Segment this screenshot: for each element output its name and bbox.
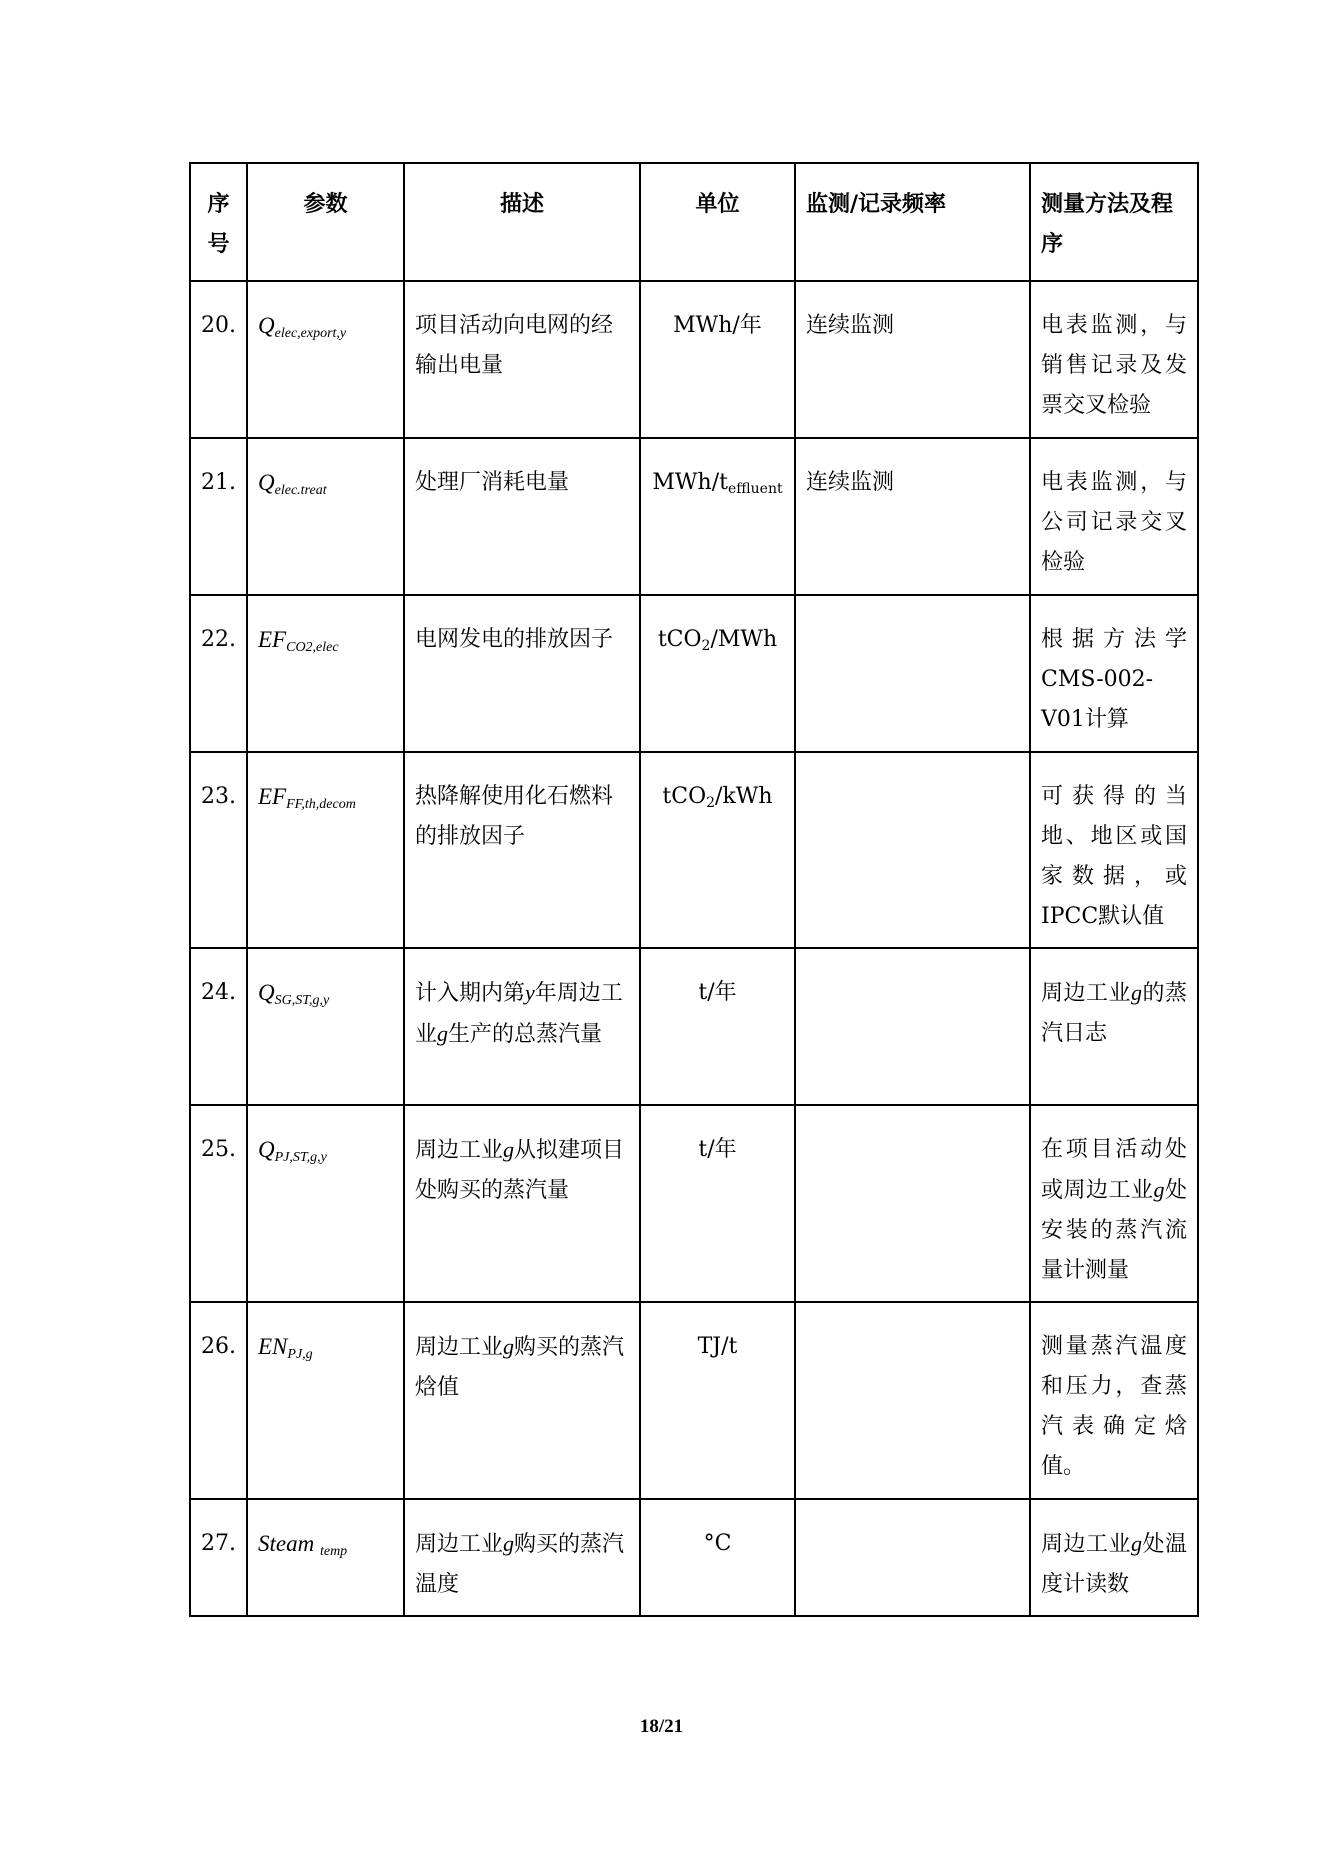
table-row [190, 752, 1198, 948]
row-number: 24. [190, 948, 247, 1105]
measurement-method: 电表监测，与公司记录交叉检验 [1030, 438, 1198, 595]
param-unit: MWh/$t_{effluent}$ [640, 438, 795, 595]
row-number: 21. [190, 438, 247, 595]
param-unit: tCO$_2$/MWh [640, 595, 795, 752]
param-description: 电网发电的排放因子 [404, 595, 640, 752]
monitor-frequency: 连续监测 [795, 281, 1030, 438]
param-symbol: $EF_{CO2,elec}$ [247, 595, 404, 752]
table-row [190, 1499, 1198, 1616]
param-unit: t/年 [640, 1105, 795, 1302]
param-symbol: $Q_{elec,export,y}$ [247, 281, 404, 438]
header-desc: 描述 [404, 163, 640, 281]
param-symbol: Steam $_{temp}$ [247, 1499, 404, 1616]
param-description: 热降解使用化石燃料的排放因子 [404, 752, 640, 948]
parameter-table [189, 162, 1199, 1617]
param-unit: t/年 [640, 948, 795, 1105]
monitor-frequency [795, 1105, 1030, 1302]
measurement-method: 根据方法学CMS-002-V01计算 [1030, 595, 1198, 752]
param-description: 周边工业g购买的蒸汽焓值 [404, 1302, 640, 1499]
table-row [190, 595, 1198, 752]
header-freq: 监测/记录频率 [795, 163, 1030, 281]
table-row [190, 281, 1198, 438]
param-description: 项目活动向电网的经输出电量 [404, 281, 640, 438]
param-unit: °C [640, 1499, 795, 1616]
table-row [190, 1105, 1198, 1302]
param-unit: MWh/年 [640, 281, 795, 438]
measurement-method: 在项目活动处或周边工业g处安装的蒸汽流量计测量 [1030, 1105, 1198, 1302]
param-description: 周边工业g购买的蒸汽温度 [404, 1499, 640, 1616]
measurement-method: 周边工业g的蒸汽日志 [1030, 948, 1198, 1105]
param-symbol: $Q_{PJ,ST,g,y}$ [247, 1105, 404, 1302]
monitor-frequency [795, 595, 1030, 752]
header-param: 参数 [247, 163, 404, 281]
param-symbol: $Q_{elec.treat}$ [247, 438, 404, 595]
measurement-method: 可获得的当地、地区或国家数据，或IPCC默认值 [1030, 752, 1198, 948]
param-description: 周边工业g从拟建项目处购买的蒸汽量 [404, 1105, 640, 1302]
monitor-frequency [795, 1499, 1030, 1616]
param-unit: TJ/t [640, 1302, 795, 1499]
measurement-method: 测量蒸汽温度和压力，查蒸汽表确定焓值。 [1030, 1302, 1198, 1499]
table-row [190, 1302, 1198, 1499]
monitor-frequency [795, 752, 1030, 948]
table-header-row [190, 163, 1198, 281]
measurement-method: 电表监测，与销售记录及发票交叉检验 [1030, 281, 1198, 438]
row-number: 20. [190, 281, 247, 438]
measurement-method: 周边工业g处温度计读数 [1030, 1499, 1198, 1616]
row-number: 25. [190, 1105, 247, 1302]
table-row [190, 438, 1198, 595]
row-number: 26. [190, 1302, 247, 1499]
header-no: 序号 [190, 163, 247, 281]
row-number: 22. [190, 595, 247, 752]
param-description: 计入期内第y年周边工业g生产的总蒸汽量 [404, 948, 640, 1105]
monitor-frequency: 连续监测 [795, 438, 1030, 595]
param-description: 处理厂消耗电量 [404, 438, 640, 595]
row-number: 23. [190, 752, 247, 948]
param-symbol: $EN_{PJ,g}$ [247, 1302, 404, 1499]
param-unit: tCO$_2$/kWh [640, 752, 795, 948]
param-symbol: $EF_{FF,th,decom}$ [247, 752, 404, 948]
header-unit: 单位 [640, 163, 795, 281]
param-symbol: $Q_{SG,ST,g,y}$ [247, 948, 404, 1105]
page-number: 18/21 [639, 1716, 684, 1737]
row-number: 27. [190, 1499, 247, 1616]
monitor-frequency [795, 1302, 1030, 1499]
table-row [190, 948, 1198, 1105]
header-method: 测量方法及程序 [1030, 163, 1198, 281]
monitor-frequency [795, 948, 1030, 1105]
